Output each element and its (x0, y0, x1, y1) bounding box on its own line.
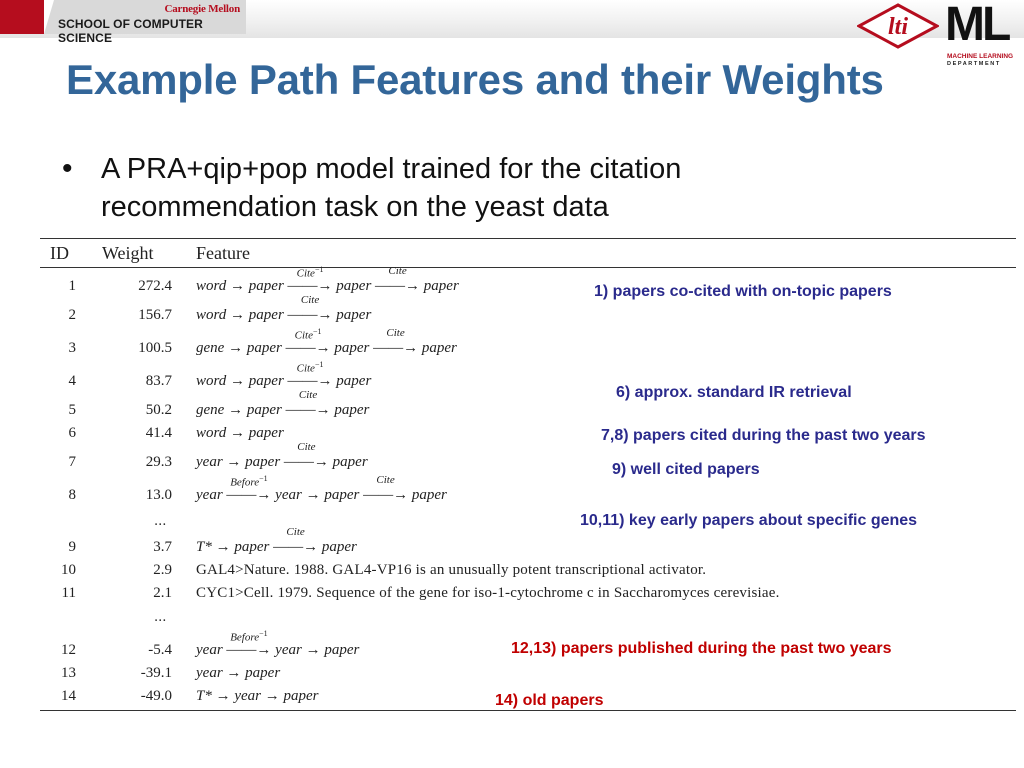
row-feature: GAL4>Nature. 1988. GAL4-VP16 is an unusually potent transcriptional activator. (196, 562, 707, 578)
table-bottom-rule (40, 710, 1016, 711)
row-weight: 2.1 (153, 585, 172, 601)
relation-arrow: Cite ——→ (375, 265, 421, 294)
row-ellipsis: ... (154, 514, 167, 529)
row-id: 10 (61, 562, 76, 578)
row-id: 4 (68, 373, 76, 389)
row-feature: gene → paper Cite ——→ paper (196, 389, 370, 418)
relation-arrow: Cite ——→ (273, 526, 319, 555)
relation-arrow: Before$^{-1}$ ——→ (226, 474, 272, 503)
school-name: SCHOOL OF COMPUTER SCIENCE (58, 17, 203, 45)
row-feature: word → paper Cite$^{-1}$ ——→ paper Cite ——→ paper (196, 265, 459, 294)
row-id: 7 (68, 454, 76, 470)
column-header-feature: Feature (196, 243, 250, 263)
table-top-rule (40, 238, 1016, 239)
row-id: 11 (61, 585, 76, 601)
cmu-logo-block (0, 0, 246, 45)
row-weight: 100.5 (138, 340, 172, 356)
row-id: 2 (68, 307, 76, 323)
row-id: 12 (61, 642, 76, 658)
relation-arrow: Cite ——→ (285, 389, 331, 418)
row-weight: 50.2 (145, 402, 172, 418)
cmu-name: Carnegie Mellon (164, 3, 240, 15)
bullet-marker: • (62, 152, 73, 185)
table-header-rule (40, 267, 1016, 268)
row-feature: year Before$^{-1}$ ——→ year → paper Cite ——→ paper (196, 474, 447, 503)
row-id: 13 (61, 665, 76, 681)
row-weight: 3.7 (153, 539, 172, 555)
bullet-text: A PRA+qip+pop model trained for the citation recommendation task on the yeast data (101, 153, 682, 223)
row-ellipsis: ... (154, 610, 167, 625)
row-id: 1 (68, 278, 76, 294)
annotation-12-13: 12,13) papers published during the past two years (511, 640, 892, 657)
row-feature: year Before$^{-1}$ ——→ year → paper (196, 629, 360, 658)
ml-logo (945, 0, 1017, 71)
row-id: 5 (68, 402, 76, 418)
row-weight: 156.7 (138, 307, 172, 323)
cmu-divider (44, 0, 54, 34)
annotation-7-8: 7,8) papers cited during the past two years (601, 427, 926, 444)
row-feature: T* → paper Cite ——→ paper (196, 526, 357, 555)
relation-arrow: Before$^{-1}$ ——→ (226, 629, 272, 658)
cmu-red-swatch (0, 0, 44, 34)
row-weight: 41.4 (145, 425, 172, 441)
row-weight: 83.7 (145, 373, 172, 389)
annotation-9: 9) well cited papers (612, 461, 760, 478)
row-weight: -39.1 (140, 665, 172, 681)
annotation-10-11: 10,11) key early papers about specific genes (580, 512, 918, 529)
relation-arrow: Cite$^{-1}$ ——→ (285, 327, 331, 356)
annotation-1: 1) papers co-cited with on-topic papers (594, 283, 892, 300)
row-feature: word → paper Cite ——→ paper (196, 294, 372, 323)
relation-arrow: Cite$^{-1}$ ——→ (287, 360, 333, 389)
row-feature: gene → paper Cite$^{-1}$ ——→ paper Cite ——→ paper (196, 327, 457, 356)
row-id: 6 (68, 425, 76, 441)
row-feature: T* → year → paper (196, 688, 319, 704)
column-header-weight: Weight (102, 243, 154, 263)
ml-logo-letters: ML (945, 0, 1009, 51)
row-weight: 272.4 (138, 278, 172, 294)
relation-arrow: Cite ——→ (283, 441, 329, 470)
relation-arrow: Cite ——→ (373, 327, 419, 356)
relation-arrow: Cite ——→ (363, 474, 409, 503)
row-weight: -49.0 (140, 688, 172, 704)
row-weight: -5.4 (148, 642, 172, 658)
row-weight: 2.9 (153, 562, 172, 578)
row-feature: word → paper Cite$^{-1}$ ——→ paper (196, 360, 372, 389)
column-header-id: ID (50, 243, 69, 263)
row-feature: word → paper (196, 425, 284, 441)
row-feature: year → paper (196, 665, 281, 681)
row-weight: 13.0 (145, 487, 172, 503)
row-weight: 29.3 (145, 454, 172, 470)
ml-dept-line2: DEPARTMENT (947, 61, 1001, 67)
annotation-14: 14) old papers (495, 692, 604, 709)
lti-logo (857, 3, 939, 49)
relation-arrow: Cite$^{-1}$ ——→ (287, 265, 333, 294)
row-id: 8 (68, 487, 76, 503)
ml-dept-line1: MACHINE LEARNING (947, 53, 1014, 60)
svg-text:lti: lti (887, 14, 909, 40)
row-id: 9 (68, 539, 76, 555)
slide-title: Example Path Features and their Weights (66, 56, 884, 103)
row-id: 14 (61, 688, 76, 704)
row-id: 3 (68, 340, 76, 356)
row-feature: year → paper Cite ——→ paper (196, 441, 368, 470)
row-feature: CYC1>Cell. 1979. Sequence of the gene for iso-1-cytochrome c in Saccharomyces cerevisiae. (196, 585, 780, 601)
relation-arrow: Cite ——→ (287, 294, 333, 323)
annotation-6: 6) approx. standard IR retrieval (616, 384, 852, 401)
